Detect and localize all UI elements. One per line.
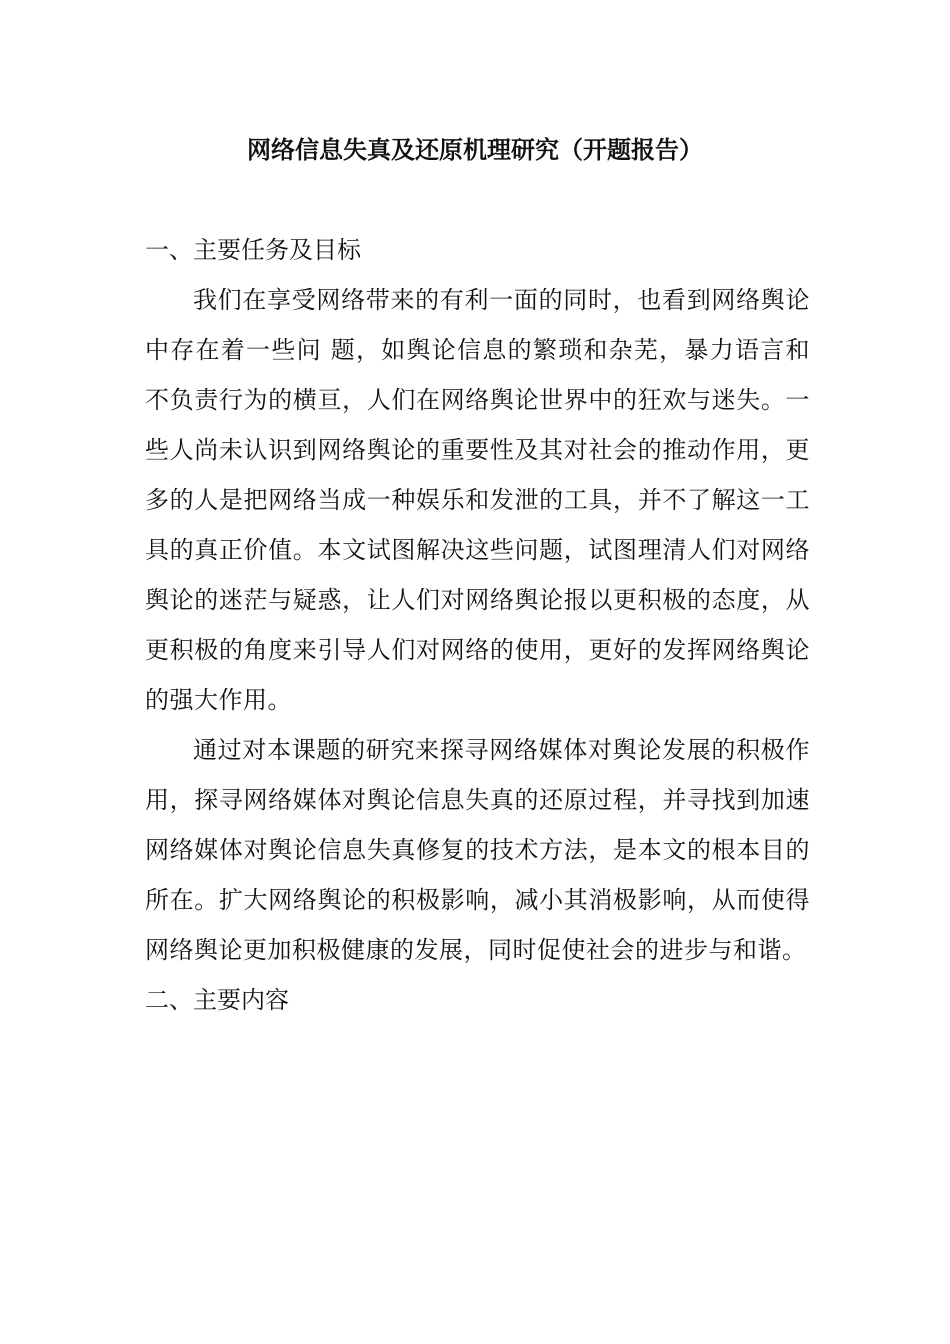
section-heading: 二、主要内容 [145,986,289,1014]
document-title: 网络信息失真及还原机理研究（开题报告） [247,135,703,164]
section-2 [145,975,810,1025]
section-1 [145,225,810,975]
paragraph: 我们在享受网络带来的有利一面的同时，也看到网络舆论中存在着一些问 题，如舆论信息的繁琐和杂芜，暴力语言和不负责行为的横亘，人们在网络舆论世界中的狂欢与迷失。一些人尚未认识到网络舆论的重要性及其对社会的推动作用，更多的人是把网络当成一种娱乐和发泄的工具，并不了解这一工具的真正价值。本文试图解决这些问题，试图理清人们对网络舆论的迷茫与疑惑，让人们对网络舆论报以更积极的态度，从更积极的角度来引导人们对网络的使用，更好的发挥网络舆论的强大作用。 [145,286,810,714]
section-heading: 一、主要任务及目标 [145,236,361,264]
document-body [145,225,810,1025]
paragraph: 通过对本课题的研究来探寻网络媒体对舆论发展的积极作用，探寻网络媒体对舆论信息失真的还原过程，并寻找到加速网络媒体对舆论信息失真修复的技术方法，是本文的根本目的所在。扩大网络舆论的积极影响，减小其消极影响，从而使得网络舆论更加积极健康的发展，同时促使社会的进步与和谐。 [145,736,810,964]
